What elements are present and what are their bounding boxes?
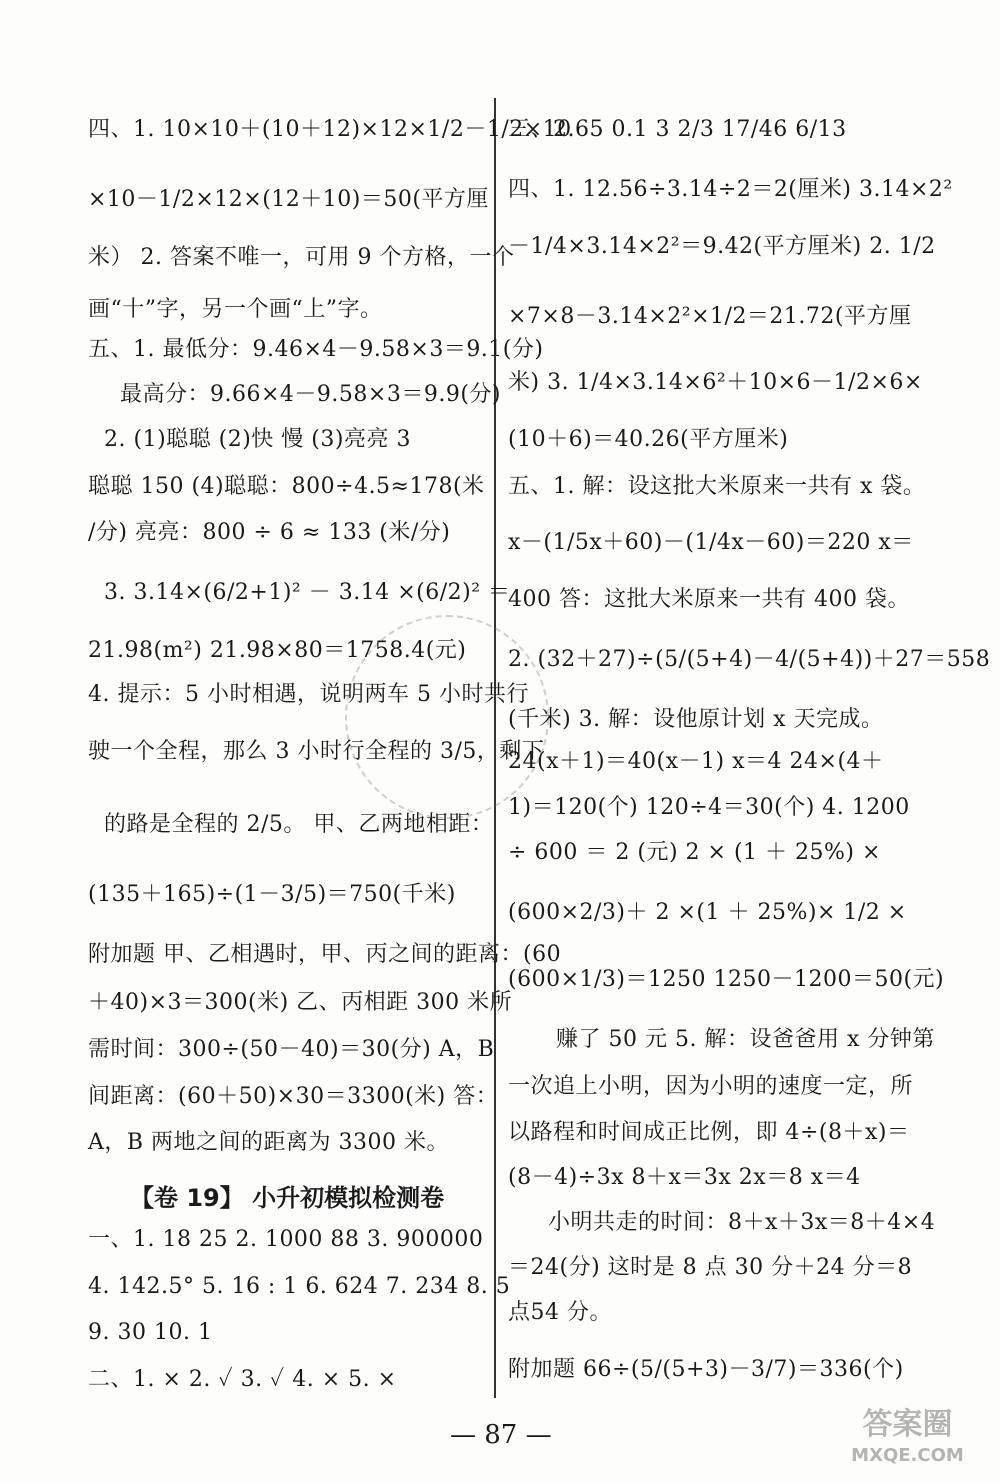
- right-line: 赚了 50 元 5. 解：设爸爸用 x 分钟第: [556, 1027, 935, 1052]
- right-line: 米) 3. 1/4×3.14×6²＋10×6－1/2×6×: [508, 370, 923, 395]
- left-line: ×10－1/2×12×(12＋10)＝50(平方厘: [88, 187, 489, 212]
- right-line: (10＋6)＝40.26(平方厘米): [508, 427, 789, 452]
- left-line: 的路是全程的 2/5。 甲、乙两地相距：: [104, 812, 494, 837]
- left-line: 四、1. 10×10＋(10＋12)×12×1/2－1/2×10: [88, 117, 572, 142]
- right-line: ÷ 600 ＝ 2 (元) 2 × (1 ＋ 25%) ×: [508, 840, 881, 865]
- left-line: A，B 两地之间的距离为 3300 米。: [88, 1130, 450, 1155]
- right-line: 三、2.65 0.1 3 2/3 17/46 6/13: [508, 117, 847, 142]
- right-line: (600×1/3)＝1250 1250－1200＝50(元): [508, 967, 945, 992]
- right-line: 2. (32＋27)÷(5/(5+4)－4/(5+4))＋27＝558: [508, 647, 991, 672]
- left-line: 五、1. 最低分：9.46×4－9.58×3＝9.1(分): [88, 337, 544, 362]
- left-line: 21.98(m²) 21.98×80＝1758.4(元): [88, 638, 467, 663]
- right-line: ×7×8－3.14×2²×1/2＝21.72(平方厘: [508, 304, 912, 329]
- right-line: 五、1. 解：设这批大米原来一共有 x 袋。: [508, 474, 926, 499]
- section-heading: 【卷 19】 小升初模拟检测卷: [130, 1184, 445, 1212]
- left-line: 二、1. × 2. ✓ 3. ✓ 4. × 5. ×: [88, 1367, 397, 1392]
- right-line: 24(x＋1)＝40(x－1) x＝4 24×(4＋: [508, 749, 884, 774]
- right-line: －1/4×3.14×2²＝9.42(平方厘米) 2. 1/2: [508, 234, 936, 259]
- left-line: 驶一个全程，那么 3 小时行全程的 3/5，剩下: [88, 739, 545, 764]
- left-line: 9. 30 10. 1: [88, 1320, 213, 1345]
- right-line: 1)＝120(个) 120÷4＝30(个) 4. 1200: [508, 795, 910, 820]
- right-line: 点54 分。: [508, 1300, 612, 1325]
- right-line: 以路程和时间成正比例，即 4÷(8＋x)＝: [508, 1120, 910, 1145]
- page-number: — 87 —: [450, 1420, 552, 1450]
- left-line: 4. 提示：5 小时相遇，说明两车 5 小时共行: [88, 682, 529, 707]
- right-line: ＝24(分) 这时是 8 点 30 分＋24 分＝8: [508, 1255, 913, 1280]
- left-line: 3. 3.14×(6/2+1)² － 3.14 ×(6/2)² ＝: [104, 580, 511, 605]
- right-line: 四、1. 12.56÷3.14÷2＝2(厘米) 3.14×2²: [508, 177, 953, 202]
- left-line: 最高分：9.66×4－9.58×3＝9.9(分): [120, 382, 501, 407]
- left-line: 一、1. 18 25 2. 1000 88 3. 900000: [88, 1227, 484, 1252]
- left-line: 2. (1)聪聪 (2)快 慢 (3)亮亮 3: [104, 427, 411, 452]
- right-line: 小明共走的时间：8＋x＋3x＝8＋4×4: [548, 1210, 936, 1235]
- left-line: /分) 亮亮：800 ÷ 6 ≈ 133 (米/分): [88, 520, 451, 545]
- left-line: 间距离：(60＋50)×30＝3300(米) 答：: [88, 1084, 499, 1109]
- right-line: 400 答：这批大米原来一共有 400 袋。: [508, 587, 910, 612]
- left-line: 聪聪 150 (4)聪聪：800÷4.5≈178(米: [88, 474, 485, 499]
- left-line: 附加题 甲、乙相遇时，甲、丙之间的距离：(60: [88, 942, 562, 967]
- right-line: (8－4)÷3x 8＋x＝3x 2x＝8 x＝4: [508, 1165, 861, 1190]
- left-line: 4. 142.5° 5. 16 : 1 6. 624 7. 234 8. 5: [88, 1274, 511, 1299]
- left-line: ＋40)×3＝300(米) 乙、丙相距 300 米所: [88, 990, 513, 1015]
- right-line: (千米) 3. 解：设他原计划 x 天完成。: [508, 707, 884, 732]
- right-line: 附加题 66÷(5/(5+3)－3/7)＝336(个): [508, 1357, 904, 1382]
- right-line: x－(1/5x＋60)－(1/4x－60)＝220 x＝: [508, 530, 914, 555]
- right-line: (600×2/3)＋ 2 ×(1 ＋ 25%)× 1/2 ×: [508, 900, 907, 925]
- watermark-logo: 答案圈 MXQE.COM: [851, 1407, 964, 1466]
- left-line: 米） 2. 答案不唯一，可用 9 个方格，一个: [88, 245, 515, 270]
- left-line: 画“十”字，另一个画“上”字。: [88, 297, 383, 322]
- right-line: 一次追上小明，因为小明的速度一定，所: [508, 1074, 914, 1099]
- left-line: (135＋165)÷(1－3/5)＝750(千米): [88, 882, 456, 907]
- left-line: 需时间：300÷(50－40)＝30(分) A，B: [88, 1037, 495, 1062]
